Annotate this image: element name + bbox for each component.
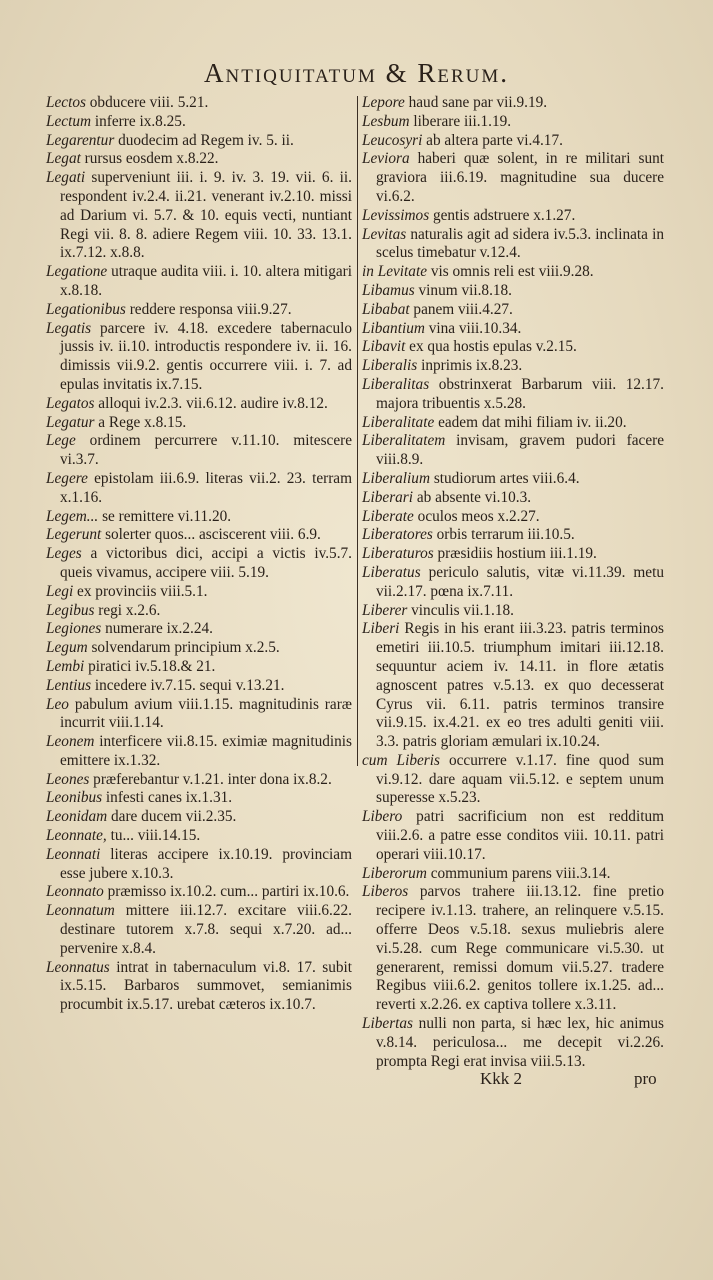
index-entry: [362, 526, 664, 545]
entry-references: parvos trahere iii.13.12. fine pretio recipere iv.1.13. trahere, an relinquere v.5.15. offerre Deos v.5.18. sexus muliebris alere vi.5.28. cum Rege communicare vi.5.30. ut generarent, remissi domum vii.5.27. tradere Regibus viii.6.2. genitos tollere ix.1.25. ad... reverti x.2.26. ex captiva tollere x.3.11.: [376, 883, 664, 1014]
entry-keyword: Legarentur: [46, 131, 115, 149]
entry-keyword: Liberate: [362, 507, 414, 525]
entry-keyword: Leucosyri: [362, 131, 423, 149]
index-entry: [362, 508, 664, 527]
entry-references: tu... viii.14.15.: [106, 827, 201, 845]
index-entry: [46, 94, 352, 113]
left-column: [46, 94, 352, 1015]
index-entry: [46, 677, 352, 696]
entry-references: pabulum avium viii.1.15. magnitudinis raræ incurrit viii.1.14.: [60, 695, 352, 732]
entry-keyword: Libertas: [362, 1015, 413, 1033]
entry-keyword: Lectos: [46, 94, 86, 111]
entry-keyword: Liberaturos: [362, 545, 434, 563]
entry-references: naturalis agit ad sidera iv.5.3. inclinata in scelus timebatur v.12.4.: [376, 225, 664, 262]
entry-references: præferebantur v.1.21. inter dona ix.8.2.: [89, 770, 332, 788]
entry-references: dare ducem vii.2.35.: [107, 808, 237, 826]
entry-references: alloqui iv.2.3. vii.6.12. audire iv.8.12.: [94, 394, 328, 412]
index-entry: [362, 808, 664, 864]
entry-keyword: Legem...: [46, 507, 99, 525]
entry-keyword: Leonem: [46, 733, 95, 751]
entry-references: obstrinxerat Barbarum viii. 12.17. majora tribuentis x.5.28.: [376, 375, 664, 412]
entry-keyword: Legati: [46, 169, 86, 187]
entry-keyword: in Levitate: [362, 263, 427, 281]
entry-keyword: Leonnato: [46, 883, 104, 901]
index-entry: [46, 470, 352, 508]
entry-references: literas accipere ix.10.19. provinciam esse jubere x.10.3.: [60, 845, 352, 882]
entry-keyword: Liberari: [362, 488, 413, 506]
entry-references: solerter quos... asciscerent viii. 6.9.: [101, 526, 321, 544]
entry-references: numerare ix.2.24.: [101, 620, 213, 638]
index-entry: [362, 282, 664, 301]
index-entry: [46, 733, 352, 771]
entry-keyword: Legiones: [46, 620, 102, 638]
entry-keyword: Leges: [46, 545, 82, 563]
index-entry: [46, 883, 352, 902]
index-entry: [362, 226, 664, 264]
entry-references: præmisso ix.10.2. cum... partiri ix.10.6.: [103, 883, 350, 901]
entry-references: eadem dat mihi filiam iv. ii.20.: [434, 413, 627, 431]
entry-references: oculos meos x.2.27.: [413, 507, 540, 525]
entry-keyword: Leo: [46, 695, 69, 713]
entry-references: parcere iv. 4.18. excedere tabernaculo jussis iv. ii.10. introductis respondere iv. ii. 16. dimissis vii.9.2. gentis occurrere viii. i. 7. ad epulas invitatis ix.7.15.: [60, 319, 352, 393]
entry-references: infesti canes ix.1.31.: [102, 789, 233, 807]
index-entry: [46, 902, 352, 958]
index-entry: [46, 583, 352, 602]
entry-references: vinum vii.8.18.: [414, 281, 513, 299]
entry-keyword: Leonidam: [46, 808, 108, 826]
index-entry: [362, 883, 664, 1015]
index-entry: [362, 489, 664, 508]
index-entry: [46, 959, 352, 1015]
entry-references: obducere viii. 5.21.: [85, 94, 209, 111]
entry-references: superveniunt iii. i. 9. iv. 3. 19. vii. 6. ii. respondent iv.2.4. ii.21. venerant iv.2.10. missi ad Darium vi. 5.7. & 10. equis vecti, nuntiant Regi vii. 8. 8. adiere Regem viii. 10. 33. 13.1. ix.7.12. x.8.8.: [60, 169, 352, 262]
entry-keyword: Lege: [46, 432, 76, 450]
index-entry: [46, 526, 352, 545]
entry-keyword: Legat: [46, 150, 81, 168]
index-entry: [46, 320, 352, 395]
entry-references: ex qua hostis epulas v.2.15.: [405, 338, 577, 356]
entry-references: epistolam iii.6.9. literas vii.2. 23. terram x.1.16.: [60, 469, 352, 506]
entry-references: piratici iv.5.18.& 21.: [84, 657, 216, 675]
entry-keyword: Legibus: [46, 601, 95, 619]
entry-references: nulli non parta, si hæc lex, hic animus v.8.14. periculosa... me decepit vi.2.26. prompta Regi erat invisa viii.5.13.: [376, 1015, 664, 1070]
catchword: pro: [634, 1069, 657, 1088]
index-entry: [362, 263, 664, 282]
entry-references: communium parens viii.3.14.: [426, 864, 611, 882]
index-entry: [46, 545, 352, 583]
entry-references: rursus eosdem x.8.22.: [80, 150, 219, 168]
entry-keyword: Liberer: [362, 601, 408, 619]
entry-keyword: Liberos: [362, 883, 409, 901]
entry-keyword: Levissimos: [362, 206, 430, 224]
entry-keyword: Libantium: [362, 319, 425, 337]
index-entry: [362, 94, 664, 113]
entry-references: utraque audita viii. i. 10. altera mitigari x.8.18.: [60, 263, 352, 299]
entry-references: ordinem percurrere v.11.10. mitescere vi.3.7.: [60, 432, 352, 469]
index-entry: [46, 150, 352, 169]
entry-keyword: Leviora: [362, 150, 410, 168]
entry-keyword: Legatos: [46, 394, 95, 412]
entry-references: regi x.2.6.: [94, 601, 161, 619]
entry-references: incedere iv.7.15. sequi v.13.21.: [91, 676, 285, 694]
entry-keyword: Lectum: [46, 112, 92, 130]
index-entry: [46, 432, 352, 470]
entry-references: Regis in his erant iii.3.23. patris terminos emetiri iii.10.5. triumphum imitari iii.12.18. sequuntur aciem iv. 14.11. in flore ætatis agnoscent patres v.5.13. ex quo decesserat Cyrus vii. 6.11. patris terminos transire vii.9.15. ix.4.21. ex eo tres adulti geniti viii. 3.3. patris gloriam æmulari ix.10.24.: [376, 620, 664, 751]
index-entry: [362, 602, 664, 621]
entry-references: studiorum artes viii.6.4.: [430, 469, 580, 487]
page-header: Antiquitatum & Rerum.: [204, 58, 509, 88]
entry-keyword: Legationibus: [46, 300, 126, 318]
entry-keyword: Liberalis: [362, 357, 418, 375]
entry-keyword: Liberorum: [362, 864, 427, 882]
entry-keyword: Libamus: [362, 281, 415, 299]
entry-keyword: Lepore: [362, 94, 405, 111]
index-entry: [362, 752, 664, 808]
entry-references: ab altera parte vi.4.17.: [422, 131, 563, 149]
index-entry: [362, 414, 664, 433]
entry-references: mittere iii.12.7. excitare viii.6.22. destinare tutorem x.7.8. sequi x.7.20. ad... pervenire x.8.4.: [60, 902, 352, 957]
entry-keyword: Liberalitate: [362, 413, 435, 431]
index-entry: [46, 658, 352, 677]
signature-mark: Kkk 2: [480, 1069, 523, 1088]
entry-references: orbis terrarum iii.10.5.: [432, 526, 575, 544]
entry-keyword: Liberatus: [362, 563, 421, 581]
index-entry: [46, 620, 352, 639]
index-entry: [362, 620, 664, 752]
entry-keyword: Legatis: [46, 319, 92, 337]
index-entry: [362, 320, 664, 339]
entry-keyword: Legerunt: [46, 526, 102, 544]
index-entry: [362, 470, 664, 489]
index-entry: [362, 865, 664, 884]
index-entry: [362, 357, 664, 376]
index-entry: [46, 789, 352, 808]
entry-keyword: Legatione: [46, 263, 108, 281]
entry-keyword: Lentius: [46, 676, 92, 694]
entry-keyword: Levitas: [362, 225, 407, 243]
index-entry: [46, 414, 352, 433]
entry-references: occurrere v.1.17. fine quod sum vi.9.12. dare aquam vii.5.12. e septem unum superesse x.5.23.: [376, 751, 664, 807]
entry-references: vis omnis reli est viii.9.28.: [427, 263, 594, 281]
index-entry: [362, 113, 664, 132]
entry-keyword: Liberalitatem: [362, 432, 446, 450]
entry-keyword: Liberi: [362, 620, 400, 638]
entry-keyword: Liberalitas: [362, 375, 430, 393]
entry-references: patri sacrificium non est redditum viii.2.6. a patre esse conditos viii. 10.11. patri operari viii.10.17.: [376, 808, 664, 863]
entry-references: præsidiis hostium iii.1.19.: [433, 545, 597, 563]
entry-references: intrat in tabernaculum vi.8. 17. subit ix.5.15. Barbaros summovet, semianimis procumbit ix.5.17. urebat cæteros ix.10.7.: [60, 958, 352, 1014]
entry-keyword: Legere: [46, 469, 88, 487]
entry-keyword: Libero: [362, 808, 403, 826]
index-entry: [46, 639, 352, 658]
entry-references: liberare iii.1.19.: [409, 112, 512, 130]
entry-keyword: Libavit: [362, 338, 406, 356]
index-entry: [46, 395, 352, 414]
index-entry: [362, 132, 664, 151]
entry-keyword: Leonibus: [46, 789, 103, 807]
entry-keyword: Lesbum: [362, 112, 410, 130]
entry-keyword: Lembi: [46, 657, 85, 675]
index-entry: [46, 113, 352, 132]
entry-keyword: Leones: [46, 770, 90, 788]
entry-references: ex provinciis viii.5.1.: [73, 582, 208, 600]
index-entry: [362, 376, 664, 414]
index-entry: [362, 564, 664, 602]
entry-references: a Rege x.8.15.: [94, 413, 187, 431]
index-entry: [46, 508, 352, 527]
entry-references: ab absente vi.10.3.: [413, 488, 532, 506]
entry-references: inprimis ix.8.23.: [417, 357, 523, 375]
index-entry: [46, 169, 352, 263]
index-entry: [46, 263, 352, 301]
entry-references: invisam, gravem pudori facere viii.8.9.: [376, 432, 664, 469]
index-entry: [46, 808, 352, 827]
index-entry: [46, 301, 352, 320]
entry-keyword: Leonnatus: [46, 958, 110, 976]
index-entry: [46, 132, 352, 151]
index-entry: [362, 338, 664, 357]
index-entry: [46, 827, 352, 846]
index-entry: [362, 150, 664, 206]
entry-references: periculo salutis, vitæ vi.11.39. metu vii.2.17. pœna ix.7.11.: [376, 563, 664, 600]
entry-keyword: Legi: [46, 582, 74, 600]
entry-keyword: Legatur: [46, 413, 95, 431]
entry-references: inferre ix.8.25.: [91, 112, 186, 130]
index-entry: [46, 696, 352, 734]
entry-keyword: Liberalium: [362, 469, 430, 487]
entry-references: haud sane par vii.9.19.: [404, 94, 548, 111]
entry-references: se remittere vi.11.20.: [98, 507, 232, 525]
entry-references: interficere vii.8.15. eximiæ magnitudinis emittere ix.1.32.: [60, 733, 352, 769]
right-column: [362, 94, 664, 1071]
entry-keyword: Leonnate,: [46, 827, 107, 845]
index-entry: [362, 432, 664, 470]
entry-references: haberi quæ solent, in re militari sunt graviora iii.6.19. magnitudine sua ducere vi.6.2.: [376, 150, 664, 205]
entry-references: reddere responsa viii.9.27.: [125, 300, 292, 318]
index-entry: [362, 1015, 664, 1071]
index-entry: [362, 207, 664, 226]
entry-references: vina viii.10.34.: [424, 319, 522, 337]
entry-keyword: Liberatores: [362, 526, 433, 544]
entry-keyword: Leonnati: [46, 845, 101, 863]
entry-references: gentis adstruere x.1.27.: [429, 206, 576, 224]
entry-keyword: Libabat: [362, 300, 410, 318]
entry-keyword: cum Liberis: [362, 751, 440, 769]
index-entry: [46, 846, 352, 884]
entry-references: vinculis vii.1.18.: [407, 601, 514, 619]
index-entry: [46, 771, 352, 790]
entry-references: panem viii.4.27.: [409, 300, 513, 318]
entry-references: solvendarum principium x.2.5.: [87, 639, 280, 657]
index-entry: [362, 301, 664, 320]
entry-keyword: Legum: [46, 639, 88, 657]
entry-keyword: Leonnatum: [46, 902, 115, 920]
entry-references: duodecim ad Regem iv. 5. ii.: [114, 131, 294, 149]
index-entry: [46, 602, 352, 621]
column-rule: [357, 96, 358, 766]
entry-references: a victoribus dici, accipi a victis iv.5.7. queis vivamus, accipere viii. 5.19.: [60, 545, 352, 581]
index-entry: [362, 545, 664, 564]
